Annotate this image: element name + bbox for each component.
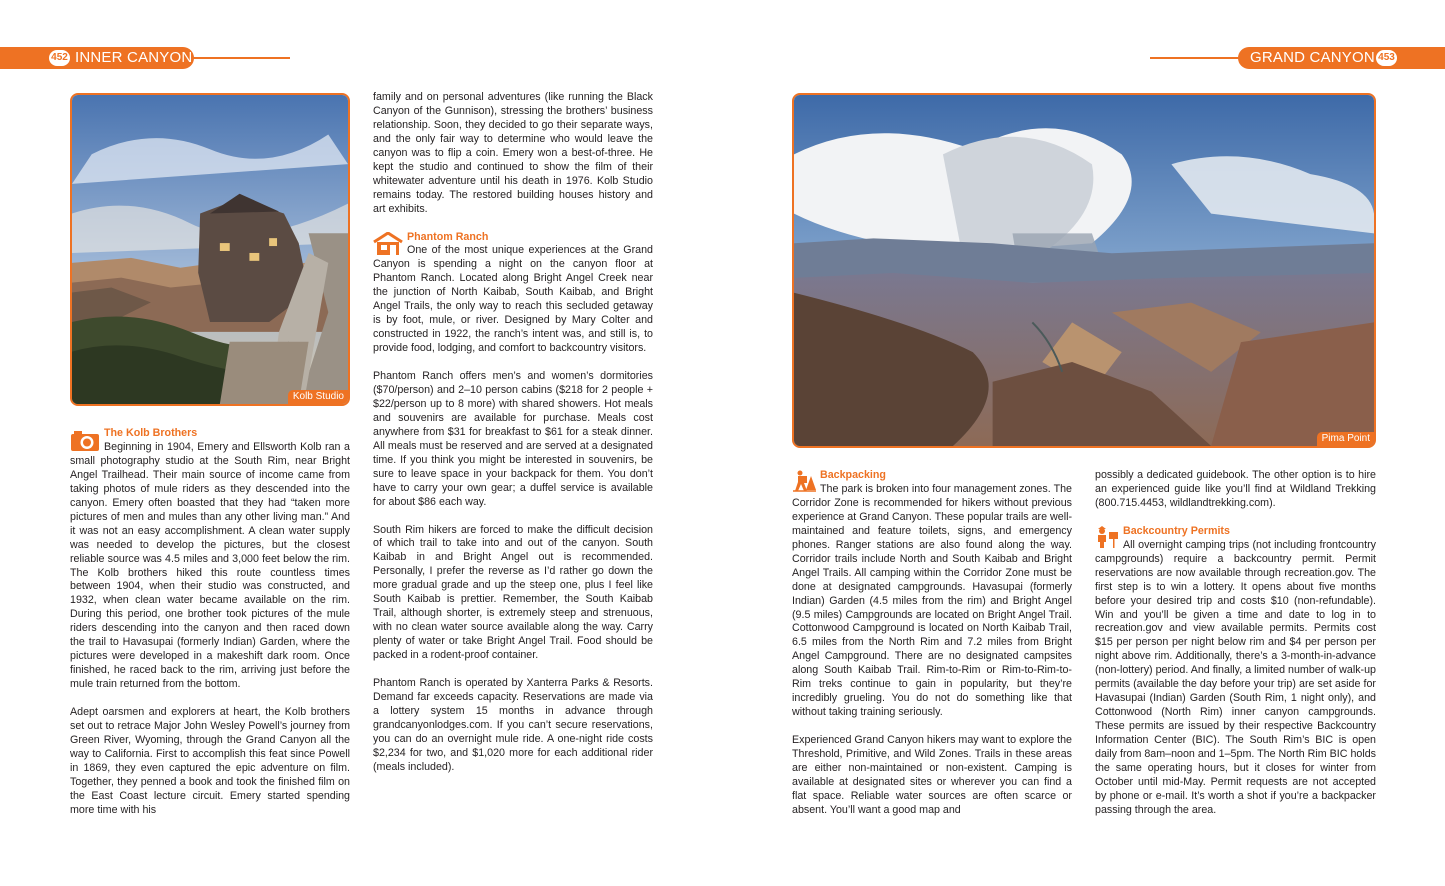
- ranger-icon: [1095, 526, 1119, 548]
- photo-caption-pima: Pima Point: [1317, 432, 1374, 446]
- kolb-brothers-paragraph-2: Adept oarsmen and explorers at heart, the Kolb brothers set out to retrace Major John Wesley Powell’s journey from Green River, Wyoming, through the Grand Canyon all the way to California. First to accomplish this feat since Powell in 1869, they even captured the epic adventure on film. Together, they penned a book and took the finished film on the East Coast lecture circuit. Emery started spending more time with his: [70, 706, 350, 816]
- chapter-title-right: GRAND CANYON: [1250, 49, 1375, 66]
- kolb-studio-image: [72, 95, 348, 404]
- chapter-title-left: INNER CANYON: [75, 49, 193, 66]
- running-header-right: [1238, 47, 1445, 69]
- backpacking-paragraph-2: Experienced Grand Canyon hikers may want to explore the Threshold, Primitive, and Wild Zones. Trails in these areas are either non-maintained or non-existent. Camping is available at designated sites or wherever you can find a flat space. Reliable water sources are often scarce or absent. You’ll want a good map and: [792, 734, 1072, 816]
- section-backcountry-permits: [1095, 525, 1376, 818]
- section-kolb-brothers: [70, 427, 350, 692]
- running-header-left: [0, 47, 194, 69]
- backpacking-paragraph-1: The park is broken into four management zones. The Corridor Zone is recommended for hikers without previous experience at Grand Canyon. These popular trails are well-maintained and feature toilets, signs, and emergency phones. Ranger stations are also found along the way. Corridor trails include North and South Kaibab and Bright Angel Trails. All camping within the Corridor Zone must be done at designated campgrounds. Havasupai (formerly Indian) Garden (4.5 miles from the rim) and Bright Angel (9.5 miles) Campgrounds are located on Bright Angel Trail. Cottonwood Campground is located on North Kaibab Trail, 6.5 miles from the North Rim and 7.2 miles from Bright Angel Campground. There are no designated campsites along South Kaibab Trail. Rim-to-Rim or Rim-to-Rim-to-Rim treks continue to gain in popularity, but they’re incredibly grueling. You do not do something like that without taking training seriously.: [792, 482, 1072, 719]
- section-title-backpacking: Backpacking: [820, 469, 886, 481]
- section-phantom-ranch: [373, 231, 653, 357]
- phantom-ranch-paragraph-4: Phantom Ranch is operated by Xanterra Parks & Resorts. Demand far exceeds capacity. Reservations are made via a lottery system 15 months in advance through grandcanyonlodges.com. If you can’t secure reservations, you can do an overnight mule ride. A one-night ride costs $2,234 for two, and $1,020 more for each additional rider (meals included).: [373, 676, 653, 773]
- photo-caption-kolb: Kolb Studio: [288, 390, 348, 404]
- section-backpacking: [792, 469, 1072, 720]
- kolb-brothers-paragraph-1: Beginning in 1904, Emery and Ellsworth Kolb ran a small photography studio at the South Rim, near Bright Angel Trailhead. Their main source of income came from taking photos of mule riders as they descended into the canyon. Emery often boasted that they had “taken more pictures of men and mules than any other living man.” And it was not an easy accomplishment. A clean water supply was needed to develop the pictures, but the closest reliable source was 4.5 miles and 3,000 feet below the rim. The Kolb brothers hiked this route countless times between 1904, when their studio was constructed, and 1932, when clean water became available on the rim. During this period, one brother took pictures of the mule riders descending into the canyon and then raced down the trail to Havasupai (formerly Indian) Garden, where the pictures were developed in a makeshift dark room. Once finished, he raced back to the rim, arriving just before the mule train returned from the bottom.: [70, 440, 350, 691]
- section-title-kolb-brothers: The Kolb Brothers: [104, 427, 198, 439]
- page-number-right: 453: [1376, 50, 1397, 66]
- pima-point-photo: [792, 93, 1376, 448]
- header-rule-right: [1150, 57, 1242, 59]
- kolb-studio-photo: [70, 93, 350, 406]
- column-2: [373, 91, 653, 789]
- backpacking-paragraph-3: possibly a dedicated guidebook. The other option is to hire an experienced guide like you’ll find at Wildland Trekking (800.715.4453, wildlandtrekking.com).: [1095, 469, 1376, 509]
- phantom-ranch-paragraph-3: South Rim hikers are forced to make the difficult decision of which trail to take into and out of the canyon. South Kaibab in and Bright Angel out is recommended. Personally, I prefer the reverse as I’d rather go down the more gradual grade and up the steep one, plus I feel like South Kaibab is prettier. Remember, the South Kaibab Trail, although shorter, is extremely steep and strenuous, with no clean water source available along the way. Carry plenty of water or take Bright Angel Trail. Food should be packed in a rodent-proof container.: [373, 523, 653, 662]
- pima-point-image: [794, 95, 1374, 446]
- section-title-phantom-ranch: Phantom Ranch: [407, 230, 489, 243]
- column-3: [792, 469, 1072, 832]
- section-title-backcountry-permits: Backcountry Permits: [1123, 524, 1230, 537]
- kolb-brothers-paragraph-3: family and on personal adventures (like running the Black Canyon of the Gunnison), stressing the brothers’ business relationship. Soon, they decided to go their separate ways, and the only fair way to determine who would leave the canyon was to flip a coin. Emery won a best-of-three. He kept the studio and continued to show the film of their whitewater adventure until his death in 1976. Kolb Studio remains today. The restored building houses history and art exhibits.: [373, 91, 653, 215]
- phantom-ranch-paragraph-1: One of the most unique experiences at the Grand Canyon is spending a night on the canyon floor at Phantom Ranch. Located along Bright Angel Creek near the junction of North Kaibab, South Kaibab, and Bright Angel Trails, the only way to reach this secluded getaway is by foot, mule, or river. Designed by Mary Colter and constructed in 1922, the ranch’s intent was, and still is, to provide food, lodging, and comfort to backcountry visitors.: [373, 244, 653, 355]
- lodge-icon: [373, 232, 403, 256]
- backcountry-permits-paragraph-1: All overnight camping trips (not including frontcountry campgrounds) require a backcountry permit. Permit reservations are now available through recreation.gov. The first step is to win a lottery. It opens about five months before your desired trip and costs $10 (non-refundable). Win and you’ll be given a time and date to log in to recreation.gov and view available permits. Permits cost $15 per person per night below rim and $4 per person per night above rim. Additionally, there’s a 3-month-in-advance (non-lottery) period. And finally, a limited number of walk-up permits (available the day before your trip) are set aside for Havasupai (Indian) Garden (South Rim, 1 night only), and Cottonwood (North Rim) inner canyon campgrounds. These permits are issued by their respective Backcountry Information Center (BIC). The South Rim’s BIC is open daily from 8am–noon and 1–5pm. The North Rim BIC holds the same operating hours, but it closes for winter from October until mid-May. Permit requests are not accepted by phone or e-mail. It’s worth a shot if you’re a backpacker passing through the area.: [1095, 538, 1376, 816]
- column-4: [1095, 469, 1376, 832]
- column-1: [70, 427, 350, 832]
- page-number-left: 452: [49, 50, 70, 66]
- header-rule-left: [190, 57, 290, 59]
- hiker-icon: [792, 470, 816, 492]
- phantom-ranch-paragraph-2: Phantom Ranch offers men’s and women’s dormitories ($70/person) and 2–10 person cabins ($218 for 2 people + $22/person up to 8 more) with shared showers. Hot meals and souvenirs are available for purchase. Meals cost anywhere from $31 for breakfast to $61 for a steak dinner. All meals must be reserved and are served at a designated time. If you think you might be interested in souvenirs, be sure to leave space in your backpack for them. You don’t have to carry your own gear; a duffel service is available for about $86 each way.: [373, 370, 653, 508]
- camera-icon: [70, 428, 100, 452]
